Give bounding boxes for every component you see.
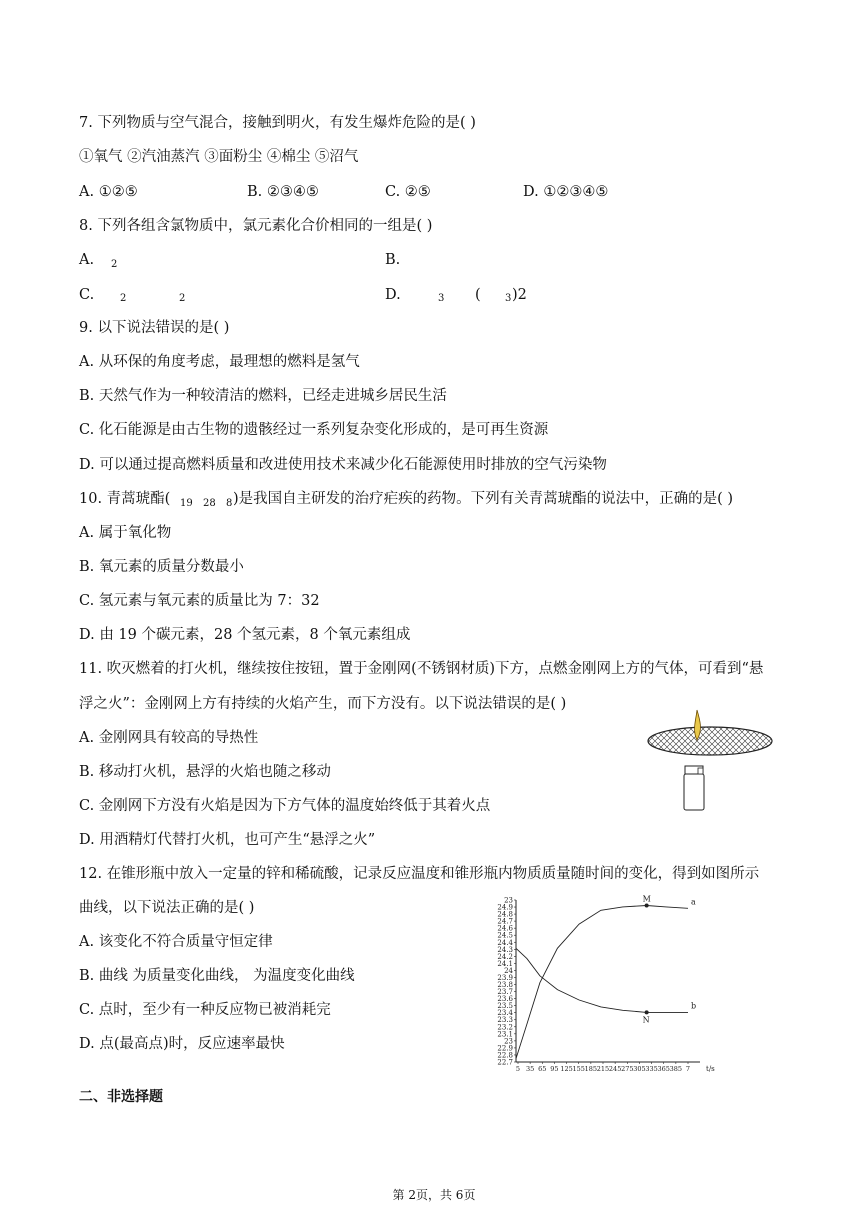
x-tick-label: 185 [584,1065,598,1073]
point-label-M: M [642,894,651,904]
q8-c-subscript-2: 2 [179,293,186,304]
q8-d-paren: ( [475,287,481,303]
y-tick-label: 23.8 [497,981,513,990]
y-tick-label: 24 [504,966,513,975]
q9-option-a: A. 从环保的角度考虑，最理想的燃料是氢气 [79,354,360,370]
x-tick-label: 155 [572,1065,585,1073]
q8-d-subscript-1: 3 [438,293,445,304]
q8-stem: 8. 下列各组含氯物质中，氯元素化合价相同的一组是( ) [79,218,433,234]
q10-subscript-c: 19 [180,498,193,509]
q8-option-b: B. [385,252,401,268]
x-tick-label: 385 [669,1065,683,1073]
y-tick-label: 23.9 [497,973,513,982]
chart-axes [516,900,700,1062]
x-tick-label: 335 [645,1065,658,1073]
y-tick-label: 24.3 [497,945,513,954]
y-tick-label: 24.5 [497,931,513,940]
chart-x-ticks [516,1062,715,1073]
page-footer: 第 2页，共 6页 [392,1188,476,1202]
q10-option-c: C. 氢元素与氧元素的质量比为 7：32 [79,593,320,609]
q8-d-subscript-2: 3 [505,293,512,304]
x-tick-label: 35 [526,1065,535,1073]
series-label-a: a [691,897,696,907]
q11-option-a: A. 金刚网具有较高的导热性 [79,730,259,746]
y-tick-label: 23 [504,896,513,905]
q8-a-subscript: 2 [111,259,118,270]
x-tick-label: 95 [550,1065,559,1073]
y-tick-label: 23.4 [497,1009,513,1018]
y-tick-label: 23.3 [497,1016,513,1025]
q8-option-d: D. [385,287,401,303]
q9-option-c: C. 化石能源是由古生物的遗骸经过一系列复杂变化形成的，是可再生资源 [79,422,549,438]
q10-subscript-o: 8 [226,498,233,509]
x-tick-label: 125 [560,1065,573,1073]
temperature-mass-chart [488,890,728,1078]
q12-stem-line-2: 曲线，以下说法正确的是( ) [79,900,255,916]
q7-option-a: A. ①②⑤ [79,184,138,200]
q9-stem: 9. 以下说法错误的是( ) [79,320,230,336]
y-tick-label: 24.1 [497,959,513,968]
q12-option-b: B. 曲线 为质量变化曲线， 为温度变化曲线 [79,968,355,984]
q11-option-b: B. 移动打火机，悬浮的火焰也随之移动 [79,764,331,780]
q7-option-c: C. ②⑤ [385,184,431,200]
q9-option-d: D. 可以通过提高燃料质量和改进使用技术来减少化石能源使用时排放的空气污染物 [79,457,607,473]
y-tick-label: 24.8 [497,910,513,919]
q10-option-d: D. 由 19 个碳元素，28 个氢元素，8 个氧元素组成 [79,627,411,643]
point-marker-N [645,1010,649,1014]
q10-option-a: A. 属于氧化物 [79,525,172,541]
gauze-net [648,727,772,755]
x-tick-label: 5 [515,1065,521,1073]
q7-stem: 7. 下列物质与空气混合，接触到明火，有发生爆炸危险的是( ) [79,115,476,131]
point-label-N: N [642,1015,650,1025]
y-tick-label: 22.9 [497,1044,513,1053]
q7-items: ①氧气 ②汽油蒸汽 ③面粉尘 ④棉尘 ⑤沼气 [79,149,359,165]
q12-stem-line-1: 12. 在锥形瓶中放入一定量的锌和稀硫酸，记录反应温度和锥形瓶内物质质量随时间的变化，得到如图所示 [79,866,760,882]
y-tick-label: 24.2 [497,952,513,961]
y-tick-label: 23.7 [497,988,513,997]
y-tick-label: 24.7 [497,917,513,926]
q10-stem-post: )是我国自主研发的治疗疟疾的药物。下列有关青蒿琥酯的说法中，正确的是( ) [233,491,734,507]
y-tick-label: 24.4 [497,938,513,947]
y-tick-label: 23.5 [497,1002,513,1011]
q10-option-b: B. 氧元素的质量分数最小 [79,559,244,575]
y-tick-label: 23.2 [497,1023,513,1032]
q11-option-d: D. 用酒精灯代替打火机，也可产生“悬浮之火” [79,832,376,848]
q11-stem-line-2: 浮之火”：金刚网上方有持续的火焰产生，而下方没有。以下说法错误的是( ) [79,696,567,712]
point-marker-M [645,904,649,908]
y-tick-label: 22.8 [497,1051,513,1060]
q12-option-a: A. 该变化不符合质量守恒定律 [79,934,273,950]
q8-option-c: C. [79,287,95,303]
x-axis-label: t/s [706,1065,715,1073]
y-tick-label: 23.1 [497,1030,513,1039]
series-line-b [516,948,688,1012]
chart-series [516,895,696,1059]
q7-option-b: B. ②③④⑤ [247,184,319,200]
q8-c-subscript-1: 2 [120,293,127,304]
chart-y-ticks [497,897,516,1067]
x-tick-label: 305 [633,1065,646,1073]
q12-option-c: C. 点时，至少有一种反应物已被消耗完 [79,1002,331,1018]
x-tick-label: 275 [621,1065,634,1073]
q11-stem-line-1: 11. 吹灭燃着的打火机，继续按住按钮，置于金刚网(不锈钢材质)下方，点燃金刚网上方的气体，可看到“悬 [79,661,764,677]
q8-d-subscript-3: )2 [512,287,527,303]
x-tick-label: 245 [608,1065,622,1073]
series-label-b: b [691,1001,697,1011]
q7-option-d: D. ①②③④⑤ [523,184,609,200]
y-tick-label: 24.9 [497,903,513,912]
q8-option-a: A. [79,252,95,268]
lighter-body [684,774,704,810]
q12-option-d: D. 点(最高点)时，反应速率最快 [79,1036,285,1052]
q11-option-c: C. 金刚网下方没有火焰是因为下方气体的温度始终低于其着火点 [79,798,491,814]
x-tick-label: 7 [685,1065,691,1073]
y-tick-label: 22.7 [497,1058,513,1067]
y-tick-label: 23 [504,1037,513,1046]
y-tick-label: 23.6 [497,995,513,1004]
x-tick-label: 215 [596,1065,610,1073]
gauze-lighter-figure [640,708,780,818]
q10-subscript-h: 28 [203,498,216,509]
section-heading: 二、非选择题 [79,1089,163,1105]
y-tick-label: 24.6 [497,924,513,933]
x-tick-label: 365 [657,1065,670,1073]
q9-option-b: B. 天然气作为一种较清洁的燃料，已经走进城乡居民生活 [79,388,447,404]
lighter-button [698,768,703,774]
q10-stem-pre: 10. 青蒿琥酯( [79,491,171,507]
series-line-a [516,906,688,1059]
x-tick-label: 65 [538,1065,547,1073]
